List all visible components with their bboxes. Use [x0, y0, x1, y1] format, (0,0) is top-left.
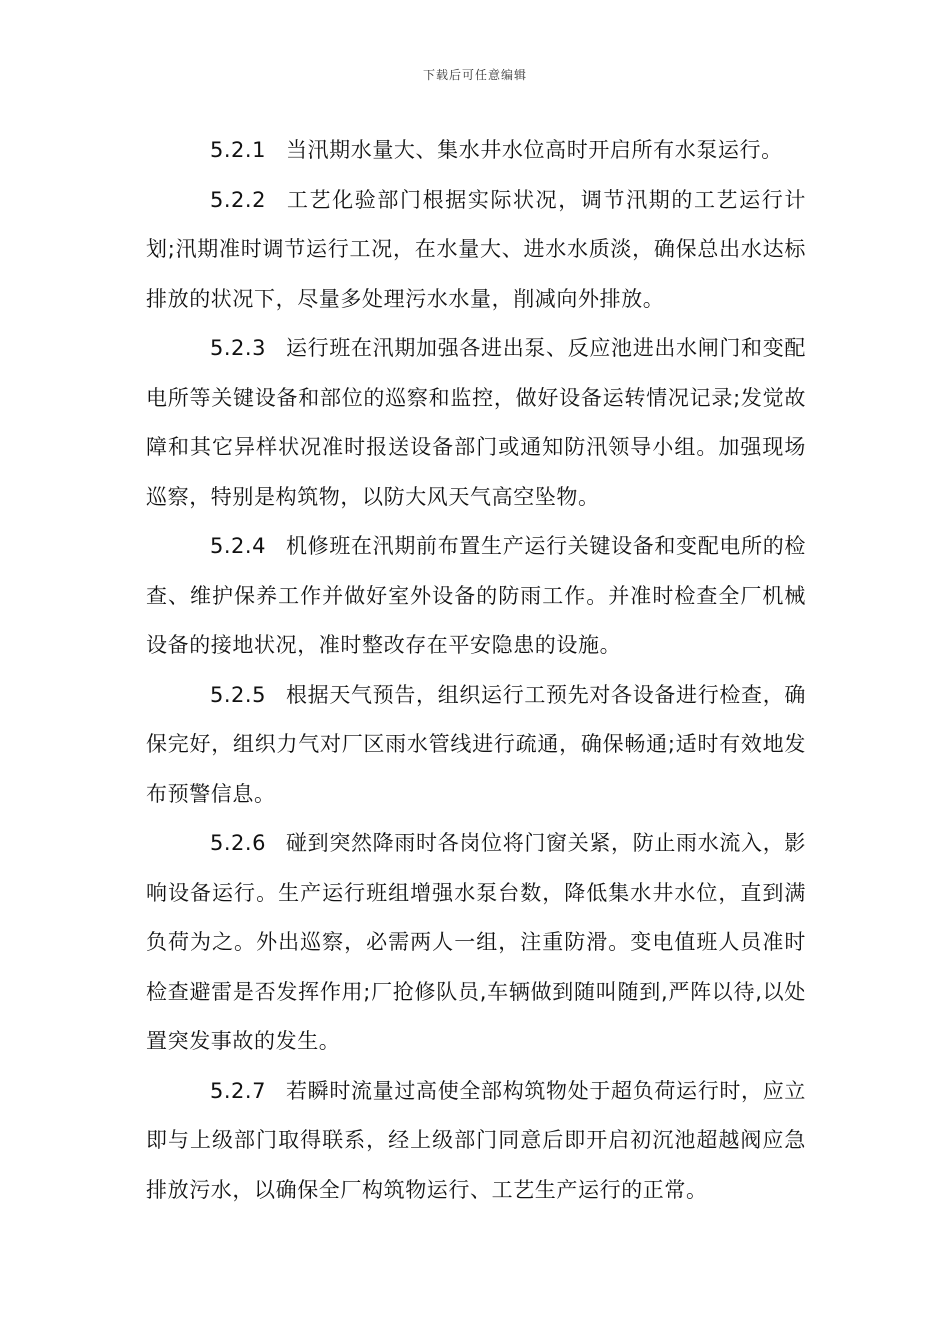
paragraph-text: 碰到突然降雨时各岗位将门窗关紧，防止雨水流入，影响设备运行。生产运行班组增强水泵台数，降低集水井水位，直到满负荷为之。外出巡察，必需两人一组，注重防滑。变电值班人员准时检查避雷是否发挥作用;厂抢修队员,车辆做到随叫随到,严阵以待,以处置突发事故的发生。: [146, 831, 806, 1053]
section-number: 5.2.4: [210, 534, 266, 558]
paragraph-5-2-6: [146, 819, 806, 1067]
section-number: 5.2.7: [210, 1078, 266, 1103]
paragraph-5-2-3: [146, 324, 806, 522]
section-number: 5.2.5: [210, 682, 266, 707]
paragraph-text: 工艺化验部门根据实际状况，调节汛期的工艺运行计划;汛期准时调节运行工况，在水量大、进水水质淡，确保总出水达标排放的状况下，尽量多处理污水水量，削减向外排放。: [146, 187, 806, 311]
header-note: 下载后可任意编辑: [422, 68, 527, 82]
paragraph-5-2-7: [146, 1067, 806, 1216]
paragraph-5-2-4: [146, 522, 806, 671]
paragraph-text: 当汛期水量大、集水井水位高时开启所有水泵运行。: [285, 138, 783, 162]
paragraph-5-2-2: [146, 176, 806, 325]
section-number: 5.2.6: [210, 831, 266, 855]
paragraph-text: 根据天气预告，组织运行工预先对各设备进行检查，确保完好，组织力气对厂区雨水管线进行疏通，确保畅通;适时有效地发布预警信息。: [146, 682, 806, 806]
paragraph-5-2-5: [146, 671, 806, 820]
paragraph-text: 运行班在汛期加强各进出泵、反应池进出水闸门和变配电所等关键设备和部位的巡察和监控，做好设备运转情况记录;发觉故障和其它异样状况准时报送设备部门或通知防汛领导小组。加强现场巡察，特别是构筑物，以防大风天气高空坠物。: [146, 336, 806, 509]
paragraph-text: 机修班在汛期前布置生产运行关键设备和变配电所的检查、维护保养工作并做好室外设备的防雨工作。并准时检查全厂机械设备的接地状况，准时整改存在平安隐患的设施。: [146, 534, 806, 657]
section-number: 5.2.1: [210, 138, 266, 162]
section-number: 5.2.3: [210, 336, 266, 360]
document-body: [146, 126, 806, 1215]
section-number: 5.2.2: [210, 187, 266, 212]
paragraph-text: 若瞬时流量过高使全部构筑物处于超负荷运行时，应立即与上级部门取得联系，经上级部门同意后即开启初沉池超越阀应急排放污水，以确保全厂构筑物运行、工艺生产运行的正常。: [146, 1078, 806, 1202]
paragraph-5-2-1: [146, 126, 806, 176]
